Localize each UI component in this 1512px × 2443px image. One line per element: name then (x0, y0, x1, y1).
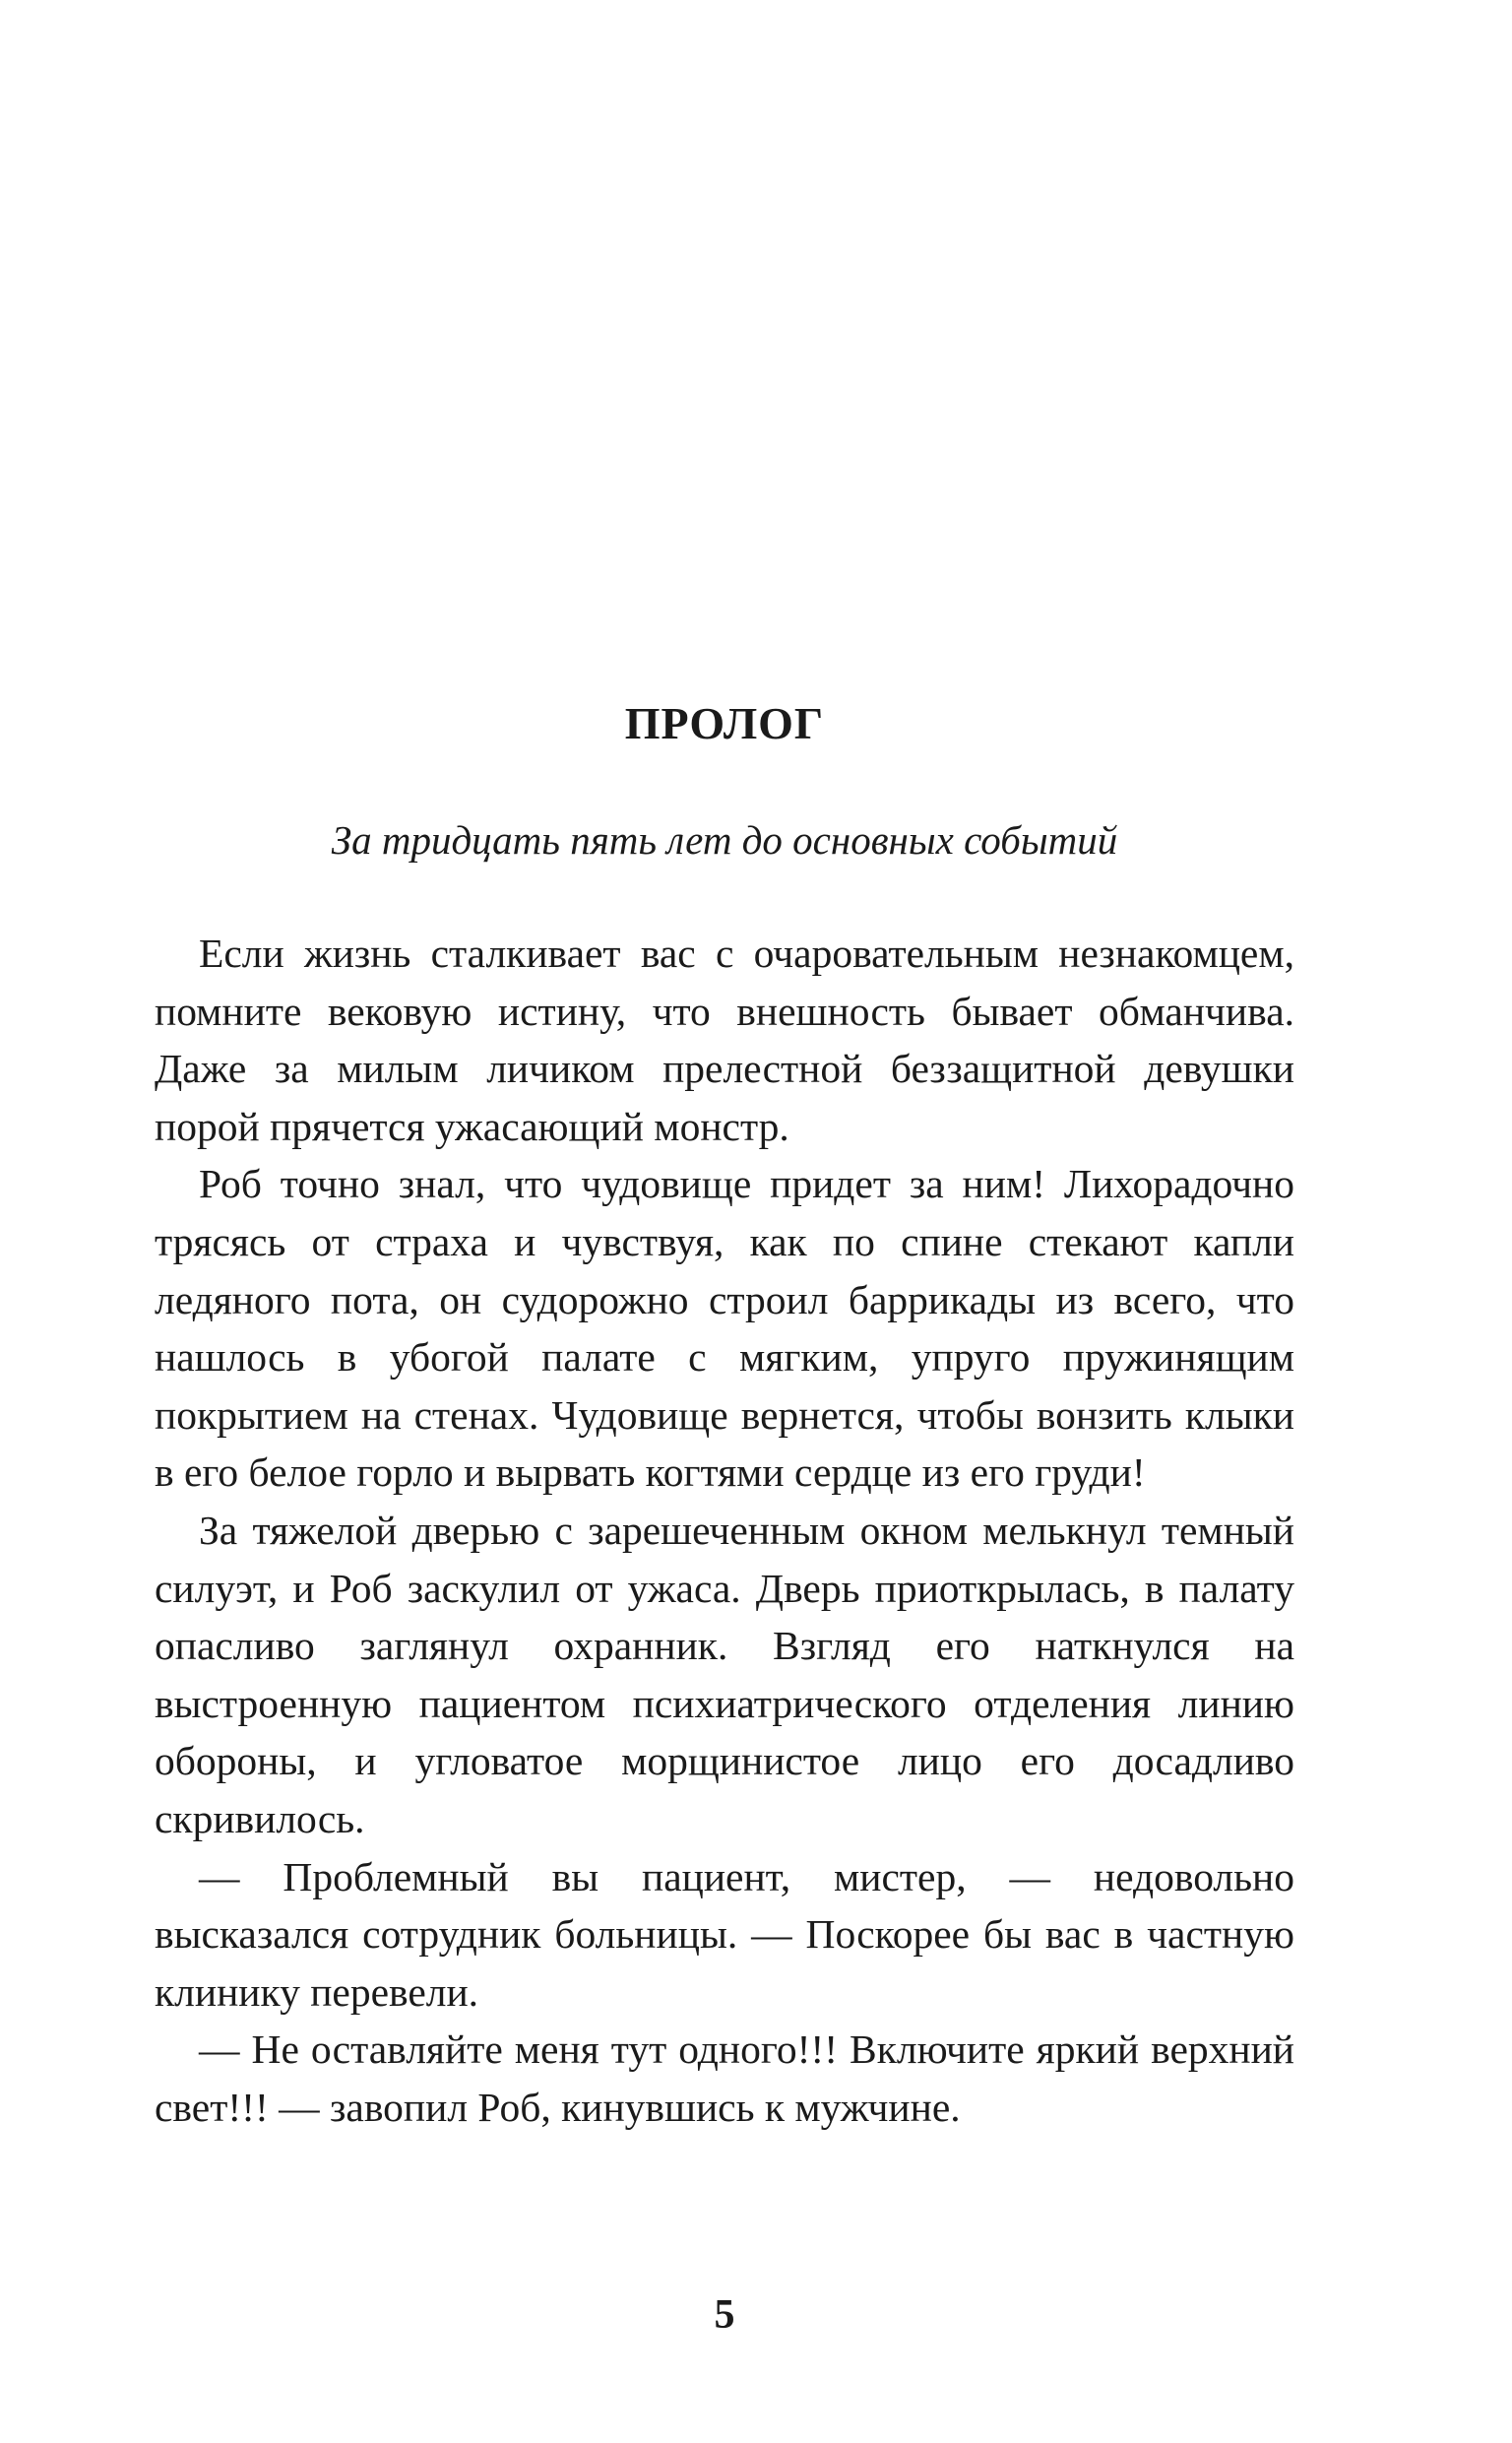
chapter-subtitle: За тридцать пять лет до основных событий (331, 817, 1118, 863)
paragraph: Если жизнь сталкивает вас с очаровательным незнакомцем, помните вековую истину, что внешность бывает обманчива. Даже за милым личиком прелестной беззащитной девушки порой прячется ужасающий монстр. (155, 931, 1294, 1149)
paragraph: — Не оставляйте меня тут одного!!! Включите яркий верхний свет!!! — завопил Роб, кинувшись к мужчине. (155, 2026, 1294, 2130)
chapter-title: ПРОЛОГ (624, 698, 825, 748)
page-number: 5 (714, 2292, 735, 2338)
body-text (155, 925, 1294, 2136)
paragraph: За тяжелой дверью с зарешеченным окном мелькнул темный силуэт, и Роб заскулил от ужаса. Дверь приоткрылась, в палату опасливо заглянул охранник. Взгляд его наткнулся на выстроенную пациентом психиатрического отделения линию обороны, и угловатое морщинистое лицо его досадливо скривилось. (155, 1507, 1294, 1841)
paragraph: Роб точно знал, что чудовище придет за ним! Лихорадочно трясясь от страха и чувствуя, как по спине стекают капли ледяного пота, он судорожно строил баррикады из всего, что нашлось в убогой палате с мягким, упруго пружинящим покрытием на стенах. Чудовище вернется, чтобы вонзить клыки в его белое горло и вырвать когтями сердце из его груди! (155, 1161, 1294, 1496)
paragraph: — Проблемный вы пациент, мистер, — недовольно высказался сотрудник больницы. — Поскорее бы вас в частную клинику перевели. (155, 1853, 1294, 2015)
